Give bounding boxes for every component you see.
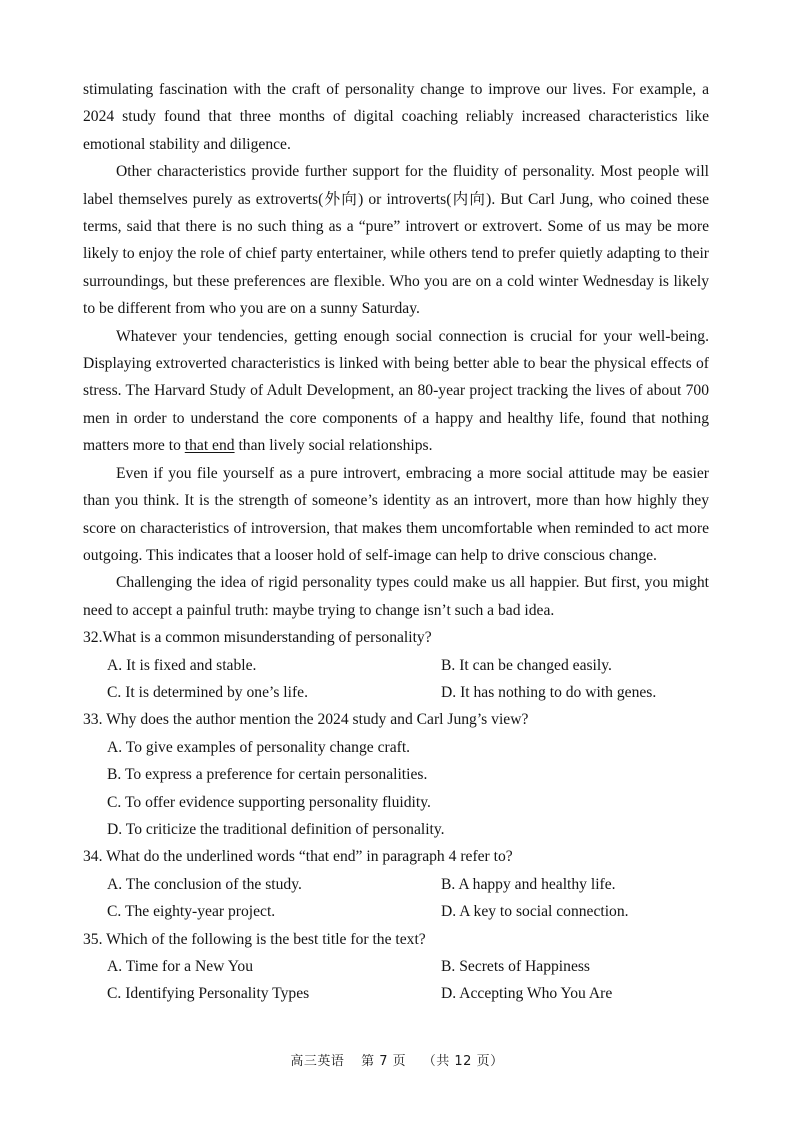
option-d[interactable] — [441, 980, 709, 1007]
page-footer — [0, 1050, 794, 1069]
option-d[interactable] — [107, 816, 709, 843]
option-letter: C. — [107, 985, 122, 1003]
paragraph-text: Challenging the idea of rigid personality types could make us all happier. But first, you might need to accept a painful truth: maybe trying to change isn’t such a bad idea. — [83, 574, 709, 619]
option-text: To offer evidence supporting personality fluidity. — [124, 793, 431, 811]
question-number: 35. — [83, 930, 103, 948]
paragraph-text: than lively social relationships. — [234, 437, 433, 455]
paragraph-text: Whatever your tendencies, getting enough social connection is crucial for your well-being. Displaying extroverted characteristics is linked with being better able to bear the physical effects of stress. The Harvard Study of Adult Development, an 80-year project tracking the lives of about 700 men in order to understand the core components of a happy and healthy life, found that nothing matters more to — [83, 327, 709, 455]
question-35 — [83, 926, 709, 1008]
option-text: Time for a New You — [125, 958, 254, 975]
answer-options — [83, 953, 709, 1008]
exam-page — [83, 76, 709, 1008]
passage-paragraph-4 — [83, 460, 709, 570]
option-letter: A. — [107, 738, 123, 756]
question-text: Which of the following is the best title for the text? — [106, 930, 426, 948]
option-letter: D. — [441, 985, 457, 1003]
option-text: Secrets of Happiness — [459, 958, 590, 975]
question-number: 34. — [83, 848, 103, 866]
footer-page-number: 第 7 页 — [361, 1054, 407, 1069]
option-letter: D. — [441, 903, 457, 921]
option-letter: C. — [107, 793, 122, 811]
option-letter: D. — [441, 683, 457, 701]
option-c[interactable] — [107, 679, 441, 706]
answer-options — [83, 734, 709, 844]
option-text: It can be changed easily. — [459, 656, 612, 674]
option-letter: B. — [441, 875, 456, 893]
answer-options — [83, 652, 709, 707]
option-a[interactable] — [107, 652, 441, 679]
option-a[interactable] — [107, 871, 441, 898]
question-text: What do the underlined words “that end” in paragraph 4 refer to? — [106, 848, 513, 866]
option-text: It is fixed and stable. — [126, 656, 257, 674]
passage-paragraph-1 — [83, 76, 709, 158]
option-b[interactable] — [107, 761, 709, 788]
option-letter: A. — [107, 875, 123, 893]
option-letter: B. — [441, 656, 456, 674]
option-letter: C. — [107, 683, 122, 701]
option-letter: B. — [107, 766, 122, 784]
paragraph-text: Other characteristics provide further support for the fluidity of personality. Most people will label themselves purely as extroverts(外向) or introverts(内向). But Carl Jung, who coined these terms, said that there is no such thing as a “pure” introvert or extrovert. Some of us may be more likely to enjoy the role of chief party entertainer, while others tend to prefer quietly adapting to their surroundings, but these preferences are flexible. Who you are on a cold winter Wednesday is likely to be different from who you are on a sunny Saturday. — [83, 163, 709, 318]
option-d[interactable] — [441, 898, 709, 925]
option-text: Identifying Personality Types — [125, 985, 310, 1003]
footer-subject: 高三英语 — [290, 1054, 345, 1069]
option-c[interactable] — [107, 898, 441, 925]
question-text: Why does the author mention the 2024 study and Carl Jung’s view? — [106, 711, 529, 729]
option-text: To express a preference for certain personalities. — [124, 766, 428, 784]
option-text: The eighty-year project. — [124, 903, 276, 921]
option-text: To criticize the traditional definition of personality. — [125, 820, 445, 838]
question-33 — [83, 706, 709, 843]
option-text: It is determined by one’s life. — [125, 683, 308, 701]
option-d[interactable] — [441, 679, 709, 706]
option-letter: A. — [107, 656, 123, 674]
option-text: A key to social connection. — [459, 903, 629, 921]
question-34 — [83, 843, 709, 925]
question-stem — [83, 706, 709, 733]
option-text: Accepting Who You Are — [459, 985, 613, 1003]
option-letter: C. — [107, 903, 122, 921]
underlined-phrase-that-end: that end — [184, 437, 235, 455]
reading-passage — [83, 76, 709, 624]
option-b[interactable] — [441, 871, 709, 898]
option-letter: D. — [107, 820, 123, 838]
option-text: It has nothing to do with genes. — [460, 683, 657, 701]
question-32 — [83, 624, 709, 706]
question-stem — [83, 843, 709, 870]
question-number: 33. — [83, 711, 103, 729]
option-a[interactable] — [107, 734, 709, 761]
option-b[interactable] — [441, 953, 709, 980]
question-text: What is a common misunderstanding of personality? — [102, 629, 432, 647]
option-c[interactable] — [107, 980, 441, 1007]
option-b[interactable] — [441, 652, 709, 679]
option-letter: B. — [441, 958, 456, 975]
paragraph-text: Even if you file yourself as a pure introvert, embracing a more social attitude may be easier than you think. It is the strength of someone’s identity as an introvert, more than how highly they score on characteristics of introversion, that makes them uncomfortable when reminded to act more outgoing. This indicates that a looser hold of self-image can help to drive conscious change. — [83, 464, 709, 564]
option-text: A happy and healthy life. — [458, 875, 616, 893]
question-number: 32. — [83, 629, 103, 647]
option-c[interactable] — [107, 789, 709, 816]
option-text: To give examples of personality change craft. — [125, 738, 411, 756]
option-text: The conclusion of the study. — [125, 875, 302, 893]
answer-options — [83, 871, 709, 926]
passage-paragraph-2 — [83, 158, 709, 322]
question-stem — [83, 926, 709, 953]
footer-total-pages: （共 12 页） — [422, 1054, 504, 1069]
option-a[interactable] — [107, 953, 441, 980]
passage-paragraph-3 — [83, 323, 709, 460]
paragraph-text: stimulating fascination with the craft of personality change to improve our lives. For example, a 2024 study found that three months of digital coaching reliably increased characteristics like emotional stability and diligence. — [83, 81, 709, 153]
option-letter: A. — [107, 958, 123, 975]
passage-paragraph-5 — [83, 569, 709, 624]
question-stem — [83, 624, 709, 651]
